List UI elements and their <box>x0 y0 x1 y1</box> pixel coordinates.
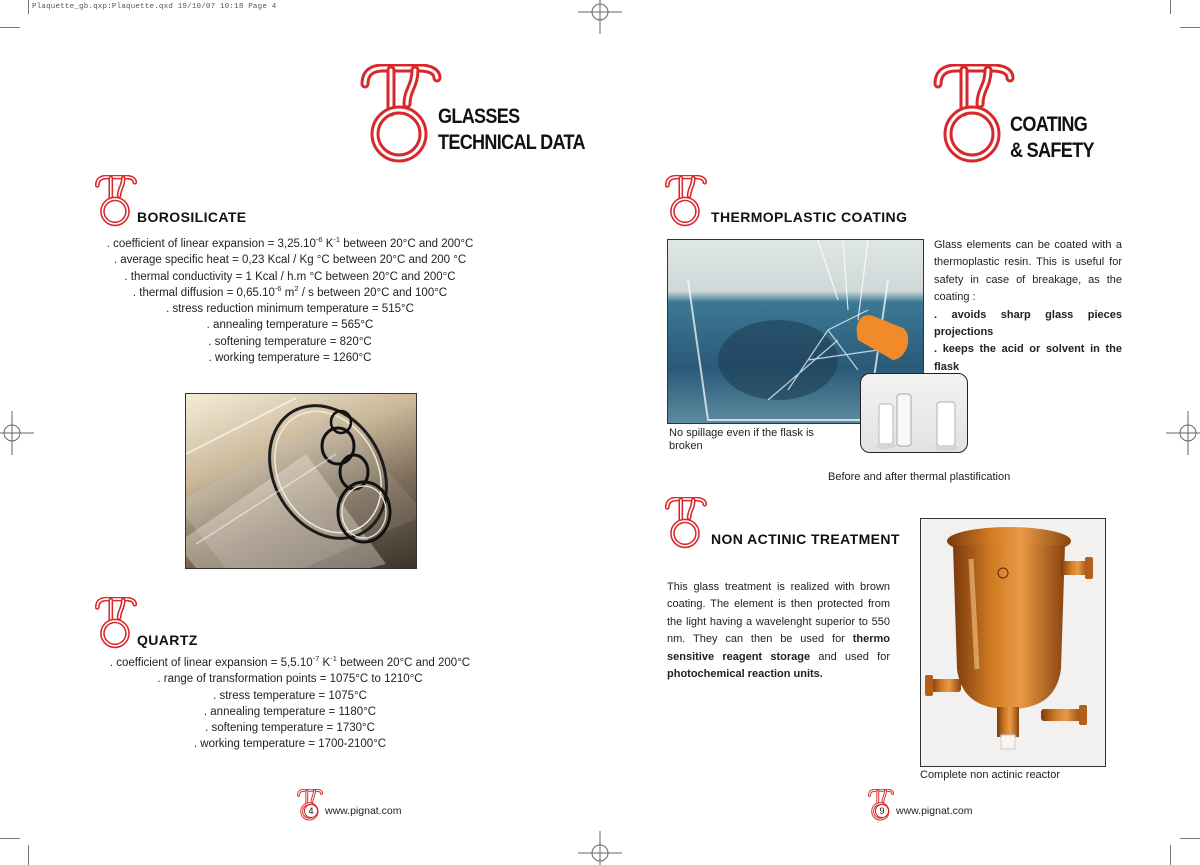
thermoplastic-bullet-1: . avoids sharp glass pieces projections <box>934 308 1122 339</box>
glass-tubes-illustration-icon <box>186 394 417 569</box>
reactor-illustration-icon <box>921 519 1106 767</box>
spec-part-sup2: -1 <box>330 654 337 663</box>
spec-line: . annealing temperature = 565°C <box>206 319 374 332</box>
borosilicate-tubes-photo <box>185 393 417 569</box>
spec-part-mid: K <box>322 238 334 250</box>
footer-url-right[interactable]: www.pignat.com <box>896 805 973 817</box>
non-actinic-bold-2: photochemical reaction units. <box>667 668 823 681</box>
registration-mark-icon <box>578 831 622 865</box>
spec-part-sup1: -7 <box>312 654 320 663</box>
section-logo-icon <box>95 175 137 227</box>
spec-line: . softening temperature = 1730°C <box>205 722 375 735</box>
coated-tubes-photo <box>860 373 968 453</box>
spec-part-sup1: -6 <box>274 283 282 293</box>
spec-part-post: between 20°C and 200°C <box>340 238 474 250</box>
crop-mark <box>1170 845 1171 865</box>
spec-part-pre: . thermal diffusion = 0,65.10 <box>132 286 275 299</box>
spec-line: . working temperature = 1260°C <box>208 352 372 365</box>
title-line-1: GLASSES <box>438 105 520 128</box>
section-logo-icon <box>95 597 137 649</box>
registration-mark-icon <box>1166 411 1200 455</box>
thermoplastic-paragraph <box>934 237 1122 376</box>
borosilicate-specs <box>60 236 520 366</box>
spec-line: . annealing temperature = 1180°C <box>203 705 377 718</box>
pignat-logo-icon <box>933 64 1015 164</box>
non-actinic-text-1: This glass treatment is realized with brown coating. The element is then protected from the light having a wavelenght superior to 550 nm. They can then be used for <box>667 581 890 646</box>
section-title-thermoplastic: THERMOPLASTIC COATING <box>711 209 908 225</box>
spec-line <box>60 655 520 671</box>
tubes-illustration-icon <box>861 374 968 453</box>
title-line-2: TECHNICAL DATA <box>438 131 585 154</box>
spec-part-sup2: -1 <box>333 235 341 244</box>
spec-line: . working temperature = 1700-2100°C <box>193 738 387 751</box>
section-title-quartz: QUARTZ <box>137 632 198 648</box>
spec-part-mid: m <box>281 286 295 299</box>
non-actinic-bold-1: thermo sensitive reagent storage <box>667 633 890 663</box>
page-number-4: 4 <box>304 804 318 818</box>
quartz-specs <box>60 655 520 753</box>
page-title-glasses <box>438 104 585 156</box>
spec-line: . average specific heat = 0,23 Kcal / Kg °C between 20°C and 200 °C <box>113 254 467 267</box>
spec-line <box>60 285 520 301</box>
section-logo-icon <box>665 497 707 549</box>
print-slug: Plaquette_gb.qxp:Plaquette.qxd 19/10/07 10:18 Page 4 <box>32 3 277 11</box>
page-title-coating <box>1010 112 1094 164</box>
registration-mark-icon <box>578 0 622 34</box>
spec-line <box>60 236 520 252</box>
page-number-9: 9 <box>875 804 889 818</box>
spec-part-pre: . coefficient of linear expansion = 5,5.10 <box>109 657 313 669</box>
pignat-logo-icon <box>360 64 442 164</box>
section-title-non-actinic: NON ACTINIC TREATMENT <box>711 531 900 547</box>
section-title-borosilicate: BOROSILICATE <box>137 209 247 225</box>
footer-url-left[interactable]: www.pignat.com <box>325 805 402 817</box>
title-line-2: & SAFETY <box>1010 139 1094 162</box>
tubes-caption: Before and after thermal plastification <box>828 471 1011 483</box>
crop-mark <box>1170 0 1171 14</box>
spec-part-post: / s between 20°C and 100°C <box>298 286 448 299</box>
crop-mark <box>0 27 20 28</box>
title-line-1: COATING <box>1010 113 1088 136</box>
spec-part-mid: K <box>319 657 331 669</box>
crop-mark <box>1180 27 1200 28</box>
non-actinic-paragraph <box>667 579 890 683</box>
thermoplastic-intro: Glass elements can be coated with a thermoplastic resin. This is useful for safety in case of breakage, as the coating : <box>934 239 1122 304</box>
crop-mark <box>28 0 29 14</box>
crop-mark <box>28 845 29 865</box>
spec-part-sup2: 2 <box>294 283 299 293</box>
crop-mark <box>0 838 20 839</box>
thermoplastic-bullet-2: . keeps the acid or solvent in the flask <box>934 343 1122 373</box>
spec-part-sup1: -6 <box>315 235 323 244</box>
spec-line: . softening temperature = 820°C <box>208 335 372 348</box>
reactor-caption: Complete non actinic reactor <box>920 769 1061 781</box>
spec-line: . range of transformation points = 1075°C to 1210°C <box>157 673 423 686</box>
flask-caption: No spillage even if the flask is broken <box>669 427 814 452</box>
crop-mark <box>1180 838 1200 839</box>
spec-line: . thermal conductivity = 1 Kcal / h.m °C between 20°C and 200°C <box>124 270 456 283</box>
spec-line: . stress reduction minimum temperature = 515°C <box>166 303 414 316</box>
spec-line: . stress temperature = 1075°C <box>213 689 367 702</box>
non-actinic-text-2: and used for <box>810 650 891 663</box>
section-logo-icon <box>665 175 707 227</box>
spec-part-pre: . coefficient of linear expansion = 3,25.10 <box>106 238 316 250</box>
non-actinic-reactor-photo <box>920 518 1106 767</box>
spec-part-post: between 20°C and 200°C <box>336 657 471 669</box>
registration-mark-icon <box>0 411 34 455</box>
